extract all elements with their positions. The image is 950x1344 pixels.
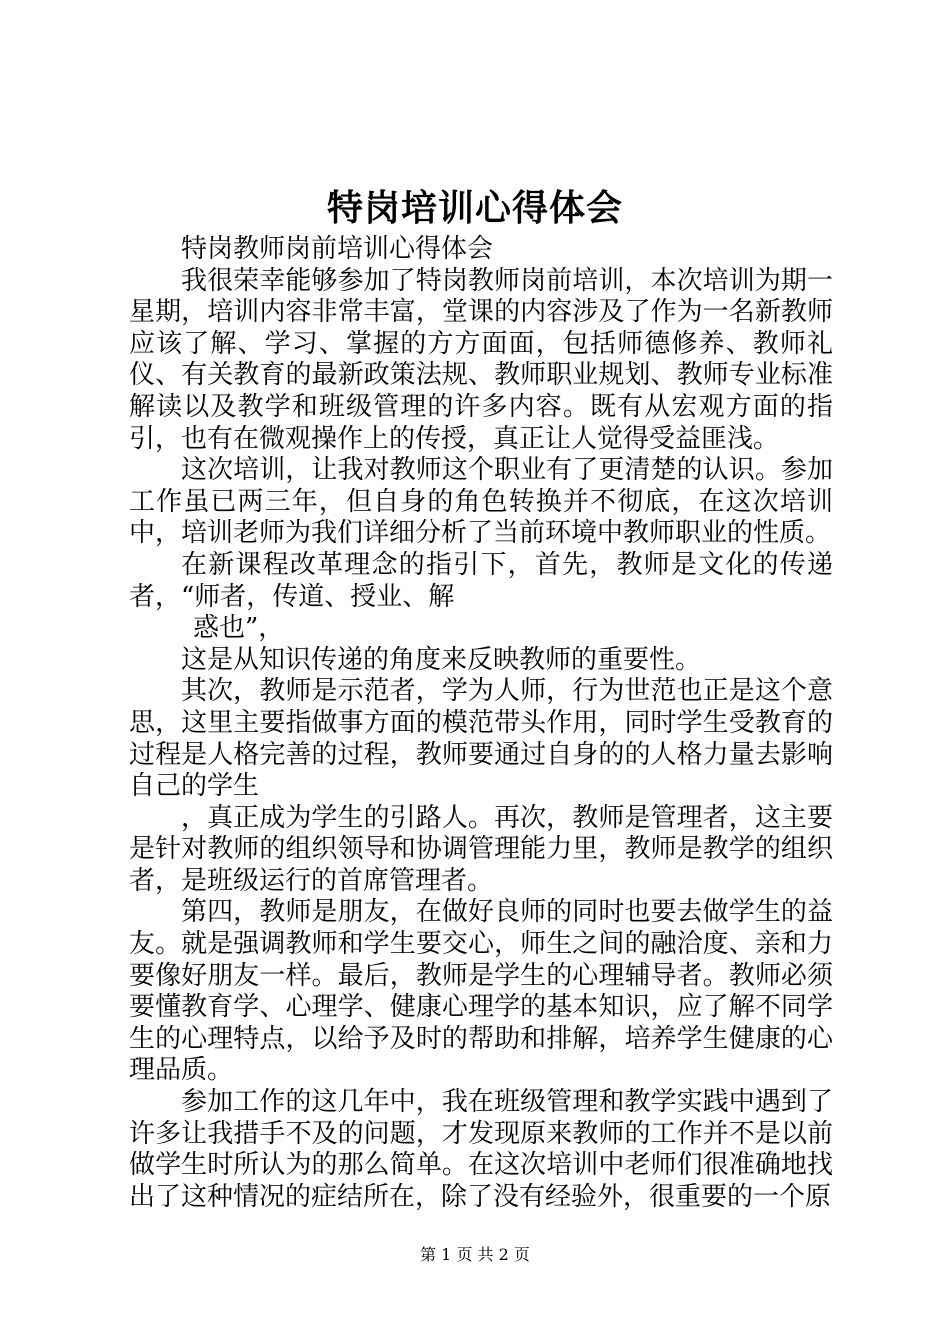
paragraph: 其次，教师是示范者，学为人师，行为世范也正是这个意思，这里主要指做事方面的模范带头作用，同时学生受教育的过程是人格完善的过程，教师要通过自身的的人格力量去影响自己的学生 — [129, 676, 833, 802]
document-title: 特岗培训心得体会 — [326, 187, 623, 229]
paragraph: 参加工作的这几年中，我在班级管理和教学实践中遇到了许多让我措手不及的问题，才发现原来教师的工作并不是以前做学生时所认为的那么简单。在这次培训中老师们很准确地找出了这种情况的症结所在，除了没有经验外，很重要的一个原 — [129, 1087, 833, 1212]
paragraph: ，真正成为学生的引路人。再次，教师是管理者，这主要是针对教师的组织领导和协调管理能力里，教师是教学的组织者，是班级运行的首席管理者。 — [129, 802, 833, 896]
document-body — [129, 234, 833, 1213]
paragraph: 在新课程改革理念的指引下，首先，教师是文化的传递者，“师者，传道、授业、解 — [129, 549, 833, 612]
document-subtitle: 特岗教师岗前培训心得体会 — [181, 234, 494, 264]
paragraph: 这是从知识传递的角度来反映教师的重要性。 — [181, 644, 702, 675]
paragraph: 第四，教师是朋友，在做好良师的同时也要去做学生的益友。就是强调教师和学生要交心，师生之间的融洽度、亲和力要像好朋友一样。最后，教师是学生的心理辅导者。教师必须要懂教育学、心理学、健康心理学的基本知识，应了解不同学生的心理特点，以给予及时的帮助和排解，培养学生健康的心理品质。 — [129, 897, 833, 1086]
paragraph: 我很荣幸能够参加了特岗教师岗前培训，本次培训为期一星期，培训内容非常丰富，堂课的内容涉及了作为一名新教师应该了解、学习、掌握的方方面面，包括师德修养、教师礼仪、有关教育的最新政策法规、教师职业规划、教师专业标准解读以及教学和班级管理的许多内容。既有从宏观方面的指引，也有在微观操作上的传授，真正让人觉得受益匪浅。 — [129, 265, 833, 454]
paragraph: 这次培训，让我对教师这个职业有了更清楚的认识。参加工作虽已两三年，但自身的角色转换并不彻底，在这次培训中，培训老师为我们详细分析了当前环境中教师职业的性质。 — [129, 455, 833, 549]
page-number-footer: 第 1 页 共 2 页 — [420, 1245, 530, 1264]
paragraph: 惑也”， — [193, 613, 285, 644]
